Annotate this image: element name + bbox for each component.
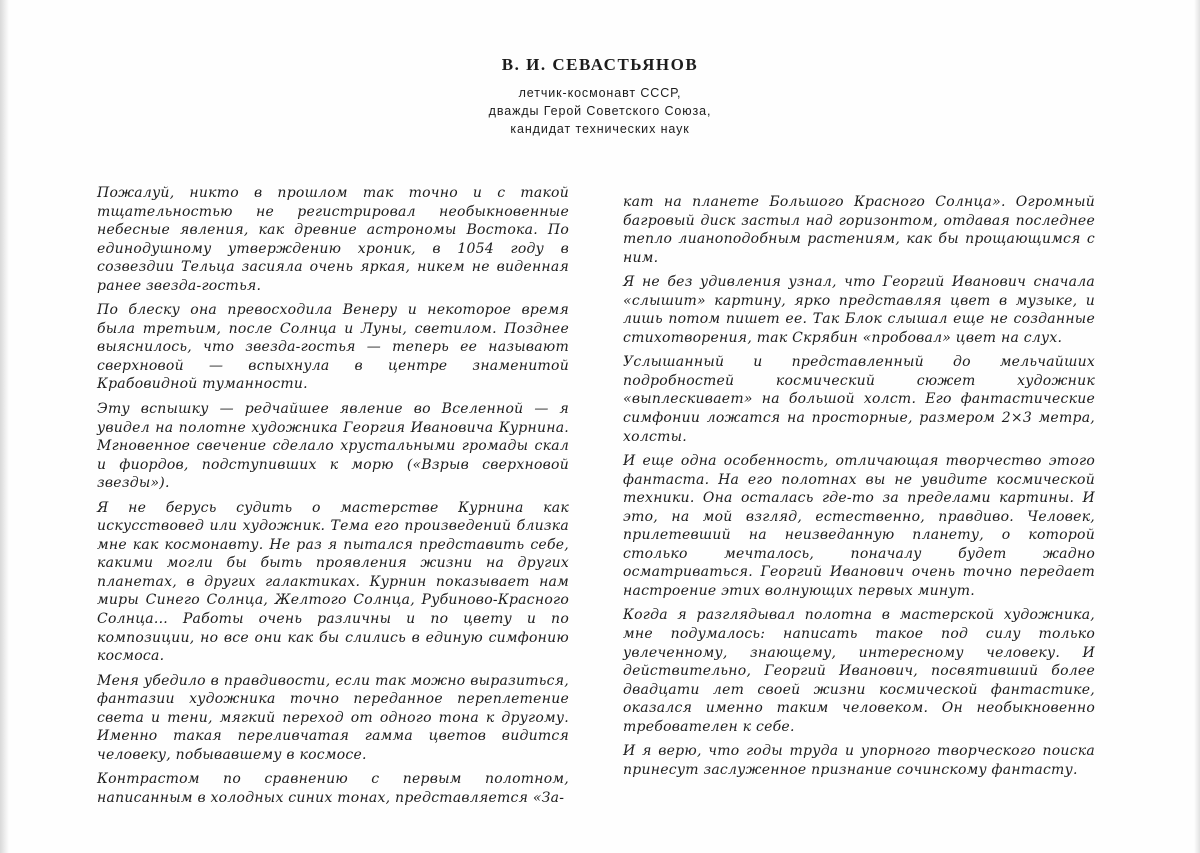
paragraph: Пожалуй, никто в прошлом так точно и с такой тщательностью не регистрировал необыкновенные небесные явления, как древние астрономы Востока. По единодушному утверждению хроник, в 1054 году в созвездии Тельца засияла очень яркая, никем не виденная ранее звезда-гостья. — [97, 185, 569, 294]
article-header — [300, 55, 900, 138]
scan-edge-right — [1194, 0, 1200, 853]
author-title-2: дважды Герой Советского Союза, — [488, 104, 712, 118]
paragraph: Контрастом по сравнению с первым полотном, написанным в холодных синих тонах, представляется «За- — [97, 771, 569, 806]
paragraph: И еще одна особенность, отличающая творчество этого фантаста. На его полотнах вы не увидите космической техники. Она осталась где-то за пределами картины. И это, на мой взгляд, естественно, правдиво. Человек, прилетевший на неизведанную планету, о которой столько мечталось, поначалу будет жадно осматриваться. Георгий Иванович очень точно передает настроение этих волнующих первых минут. — [623, 453, 1095, 599]
paragraph: Я не без удивления узнал, что Георгий Иванович сначала «слышит» картину, ярко представляя цвет в музыке, и лишь потом пишет ее. Так Блок слышал еще не созданные стихотворения, так Скрябин «пробовал» цвет на слух. — [623, 274, 1095, 346]
text-column-right — [623, 193, 1095, 785]
scan-edge-left — [0, 0, 9, 853]
text-column-left — [97, 184, 569, 814]
paragraph: Услышанный и представленный до мельчайших подробностей космический сюжет художник «выплескивает» на большой холст. Его фантастические симфонии ложатся на просторные, размером 2×3 метра, холсты. — [623, 354, 1095, 445]
paragraph: кат на планете Большого Красного Солнца». Огромный багровый диск застыл над горизонтом, отдавая последнее тепло лианоподобным растениям, как бы прощающимся с ним. — [623, 194, 1095, 266]
paragraph: По блеску она превосходила Венеру и некоторое время была третьим, после Солнца и Луны, светилом. Позднее выяснилось, что звезда-гостья — теперь ее называют сверхновой — вспыхнула в центре знаменитой Крабовидной туманности. — [97, 302, 569, 393]
author-title-3: кандидат технических наук — [510, 122, 690, 136]
paragraph: Эту вспышку — редчайшее явление во Вселенной — я увидел на полотне художника Георгия Ивановича Курнина. Мгновенное свечение сделало хрустальными громады скал и фиордов, подступивших к морю («Взрыв сверхновой звезды»). — [97, 401, 569, 492]
paragraph: Когда я разглядывал полотна в мастерской художника, мне подумалось: написать такое под силу только увлеченному, знающему, интересному человеку. И действительно, Георгий Иванович, посвятивший более двадцати лет своей жизни космической фантастике, оказался именно таким человеком. Он необыкновенно требователен к себе. — [623, 607, 1095, 735]
author-name: В. И. СЕВАСТЬЯНОВ — [501, 55, 699, 74]
paragraph: Я не берусь судить о мастерстве Курнина как искусствовед или художник. Тема его произведений близка мне как космонавту. Не раз я пытался представить себе, какими могли бы быть проявления жизни на других планетах, в других галактиках. Курнин показывает нам миры Синего Солнца, Желтого Солнца, Рубиново-Красного Солнца... Работы очень различны и по цвету и по композиции, но все они как бы слились в единую симфонию космоса. — [97, 499, 569, 665]
paragraph: И я верю, что годы труда и упорного творческого поиска принесут заслуженное признание сочинскому фантасту. — [623, 743, 1095, 778]
paragraph: Меня убедило в правдивости, если так можно выразиться, фантазии художника точно переданное переплетение света и тени, мягкий переход от одного тона к другому. Именно такая переливчатая гамма цветов видится человеку, побывавшему в космосе. — [97, 672, 569, 763]
author-title-1: летчик-космонавт СССР, — [518, 86, 682, 100]
